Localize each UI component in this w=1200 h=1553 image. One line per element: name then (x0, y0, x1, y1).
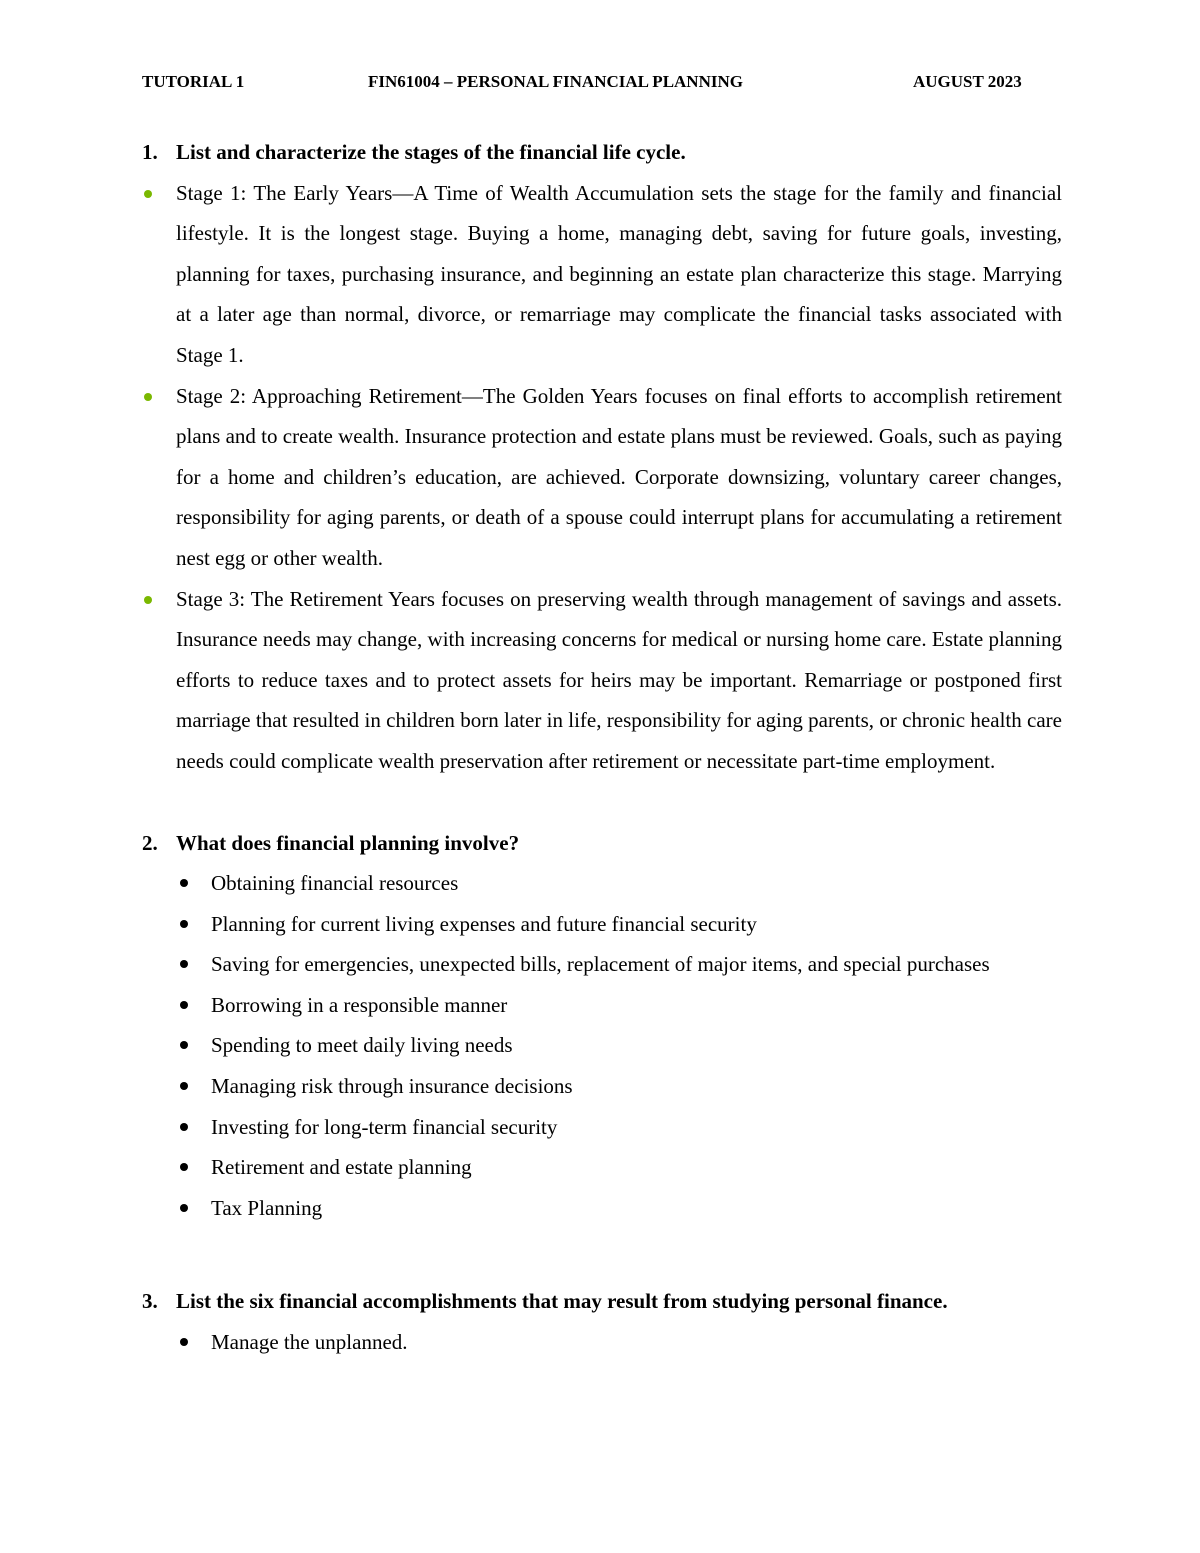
answer-list-1 (142, 173, 1062, 782)
list-item-text: Retirement and estate planning (211, 1155, 472, 1180)
list-item (142, 173, 1062, 376)
bullet-icon (180, 960, 188, 968)
bullet-icon (180, 879, 188, 887)
list-item-text: Tax Planning (211, 1195, 323, 1220)
list-item-text: Planning for current living expenses and future financial security (211, 911, 757, 936)
header-course-title: FIN61004 – PERSONAL FINANCIAL PLANNING (368, 72, 743, 91)
list-item (142, 1066, 1062, 1107)
answer-list-3 (142, 1322, 1062, 1363)
list-item-text: Manage the unplanned. (211, 1330, 408, 1355)
list-item-text: Spending to meet daily living needs (211, 1033, 513, 1058)
bullet-icon (180, 920, 188, 928)
answer-list-2 (142, 863, 1062, 1228)
spacer (142, 1228, 1062, 1281)
spacer (142, 782, 1062, 823)
header-tutorial-label: TUTORIAL 1 (142, 72, 245, 91)
question-text: List the six financial accomplishments that may result from studying personal finance. (176, 1289, 948, 1314)
question-number: 1. (142, 140, 158, 164)
list-item (142, 1188, 1062, 1229)
list-item (142, 1107, 1062, 1148)
green-bullet-icon (144, 596, 152, 604)
bullet-icon (180, 1041, 188, 1049)
question-2 (142, 823, 1062, 864)
question-number: 3. (142, 1289, 158, 1314)
list-item (142, 1322, 1062, 1363)
list-item (142, 1147, 1062, 1188)
question-text: What does financial planning involve? (176, 830, 520, 855)
header-date: AUGUST 2023 (913, 72, 1022, 91)
list-item-text: Obtaining financial resources (211, 871, 459, 896)
bullet-icon (180, 1001, 188, 1009)
list-item-text: Borrowing in a responsible manner (211, 992, 508, 1017)
list-item (142, 863, 1062, 904)
question-3 (142, 1281, 1062, 1322)
bullet-icon (180, 1338, 188, 1346)
list-item-text: Stage 2: Approaching Retirement—The Golden Years focuses on final efforts to accomplish retirement plans and to create wealth. Insurance protection and estate plans must be reviewed. Goals, such as paying for a home and children’s education, are achieved. Corporate downsizing, voluntary career changes, responsibility for aging parents, or death of a spouse could interrupt plans for accumulating a retirement nest egg or other wealth. (176, 383, 1062, 570)
list-item (142, 1025, 1062, 1066)
question-number: 2. (142, 830, 158, 855)
question-text: List and characterize the stages of the financial life cycle. (176, 140, 686, 164)
green-bullet-icon (144, 190, 152, 198)
list-item (142, 944, 1062, 985)
bullet-icon (180, 1123, 188, 1131)
document-body (142, 132, 1062, 1363)
green-bullet-icon (144, 393, 152, 401)
question-1 (142, 132, 1062, 173)
page-header (142, 72, 1042, 96)
bullet-icon (180, 1204, 188, 1212)
list-item-text: Stage 1: The Early Years—A Time of Wealth Accumulation sets the stage for the family and financial lifestyle. It is the longest stage. Buying a home, managing debt, saving for future goals, investing, planning for taxes, purchasing insurance, and beginning an estate plan characterize this stage. Marrying at a later age than normal, divorce, or remarriage may complicate the financial tasks associated with Stage 1. (176, 180, 1062, 367)
list-item (142, 985, 1062, 1026)
list-item (142, 376, 1062, 579)
list-item-text: Managing risk through insurance decisions (211, 1074, 573, 1099)
list-item (142, 904, 1062, 945)
list-item (142, 579, 1062, 782)
list-item-text: Stage 3: The Retirement Years focuses on preserving wealth through management of savings and assets. Insurance needs may change, with increasing concerns for medical or nursing home care. Estate planning efforts to reduce taxes and to protect assets for heirs may be important. Remarriage or postponed first marriage that resulted in children born later in life, responsibility for aging parents, or chronic health care needs could complicate wealth preservation after retirement or necessitate part-time employment. (176, 586, 1062, 773)
bullet-icon (180, 1163, 188, 1171)
list-item-text: Saving for emergencies, unexpected bills, replacement of major items, and special purchases (211, 952, 990, 977)
list-item-text: Investing for long-term financial security (211, 1114, 558, 1139)
bullet-icon (180, 1082, 188, 1090)
